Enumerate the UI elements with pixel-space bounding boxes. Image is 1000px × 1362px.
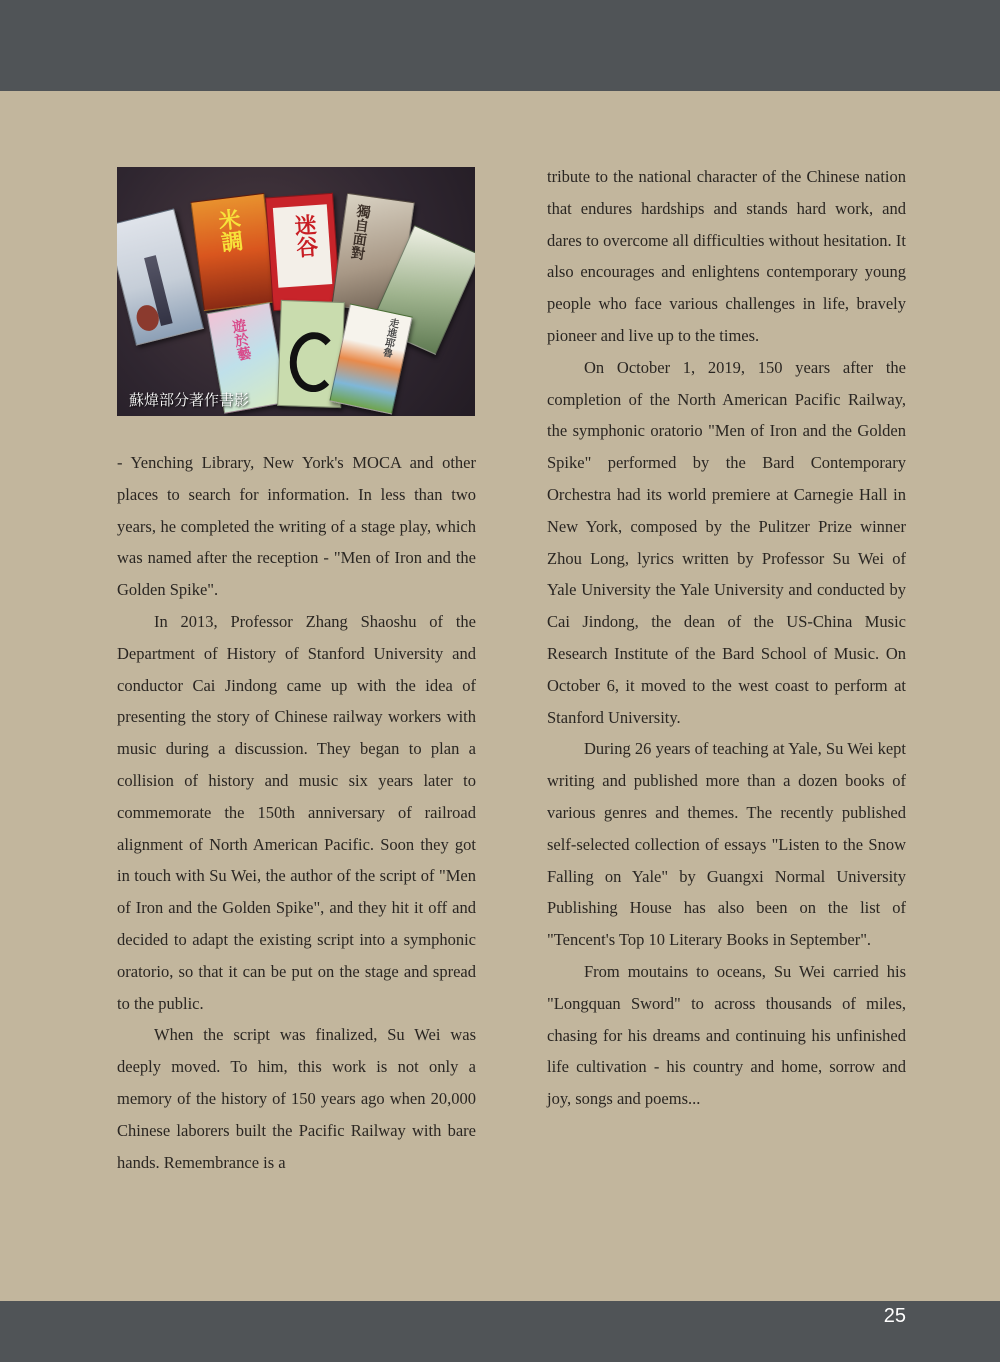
paragraph: On October 1, 2019, 150 years after the completion of the North American Pacific Railway, the symphonic oratorio "Men of Iron and the Golden Spike" performed by the Bard Contemporary Orchestra had its world premiere at Carnegie Hall in New York, composed by the Pulitzer Prize winner Zhou Long, lyrics written by Professor Su Wei of Yale University the Yale University and conducted by Cai Jindong, the dean of the US-China Music Research Institute of the Bard School of Music. On October 6, it moved to the west coast to perform at Stanford University. (547, 357, 906, 727)
book-cover (191, 193, 278, 311)
paragraph: From moutains to oceans, Su Wei carried his "Longquan Sword" to across thousands of miles, chasing for his dreams and continuing his unfinished life cultivation - his country and home, sorrow and joy, songs and poems... (547, 961, 906, 1109)
header-bar (0, 0, 1000, 91)
book-title: 獨自面對 (348, 203, 372, 261)
book-title: 米調 (213, 207, 244, 254)
right-text-column (547, 161, 906, 1115)
paragraph: tribute to the national character of the Chinese nation that endures hardships and stands hard work, and dares to overcome all difficulties without hesitation. It also encourages and enlightens contemporary young people who face various challenges in life, bravely pioneer and live up to the times. (547, 167, 906, 345)
paragraph: During 26 years of teaching at Yale, Su Wei kept writing and published more than a dozen books of various genres and themes. The recently published self-selected collection of essays "Listen to the Snow Falling on Yale" by Guangxi Normal University Publishing House has also been on the list of "Tencent's Top 10 Literary Books in September". (547, 739, 906, 950)
paragraph: - Yenching Library, New York's MOCA and other places to search for information. In less than two years, he completed the writing of a stage play, which was named after the reception - "Men of Iron and the Golden Spike". (117, 453, 476, 600)
photo-caption: 蘇煒部分著作書影 (129, 391, 250, 409)
book-title: 走進耶魯 (379, 316, 399, 359)
book-cover (117, 208, 204, 345)
book-title: 遊於藝 (229, 317, 253, 362)
paragraph: In 2013, Professor Zhang Shaoshu of the Department of History of Stanford University and conductor Cai Jindong came up with the idea of presenting the story of Chinese railway workers with music during a discussion. They began to plan a collision of history and music six years later to commemorate the 150th anniversary of railroad alignment of North American Pacific. Soon they got in touch with Su Wei, the author of the script of "Men of Iron and the Golden Spike", and they hit it off and decided to adapt the existing script into a symphonic oratorio, so that it can be put on the stage and spread to the public. (117, 611, 476, 1013)
left-text-column (117, 447, 476, 1178)
footer-bar (0, 1301, 1000, 1362)
book-cover (265, 193, 341, 311)
paragraph: When the script was finalized, Su Wei was deeply moved. To him, this work is not only a memory of the history of 150 years ago when 20,000 Chinese laborers built the Pacific Railway with bare hands. Remembrance is a (117, 1025, 476, 1172)
books-photo (117, 167, 475, 416)
page-number: 25 (883, 1305, 906, 1327)
book-title: 迷谷 (290, 213, 319, 259)
